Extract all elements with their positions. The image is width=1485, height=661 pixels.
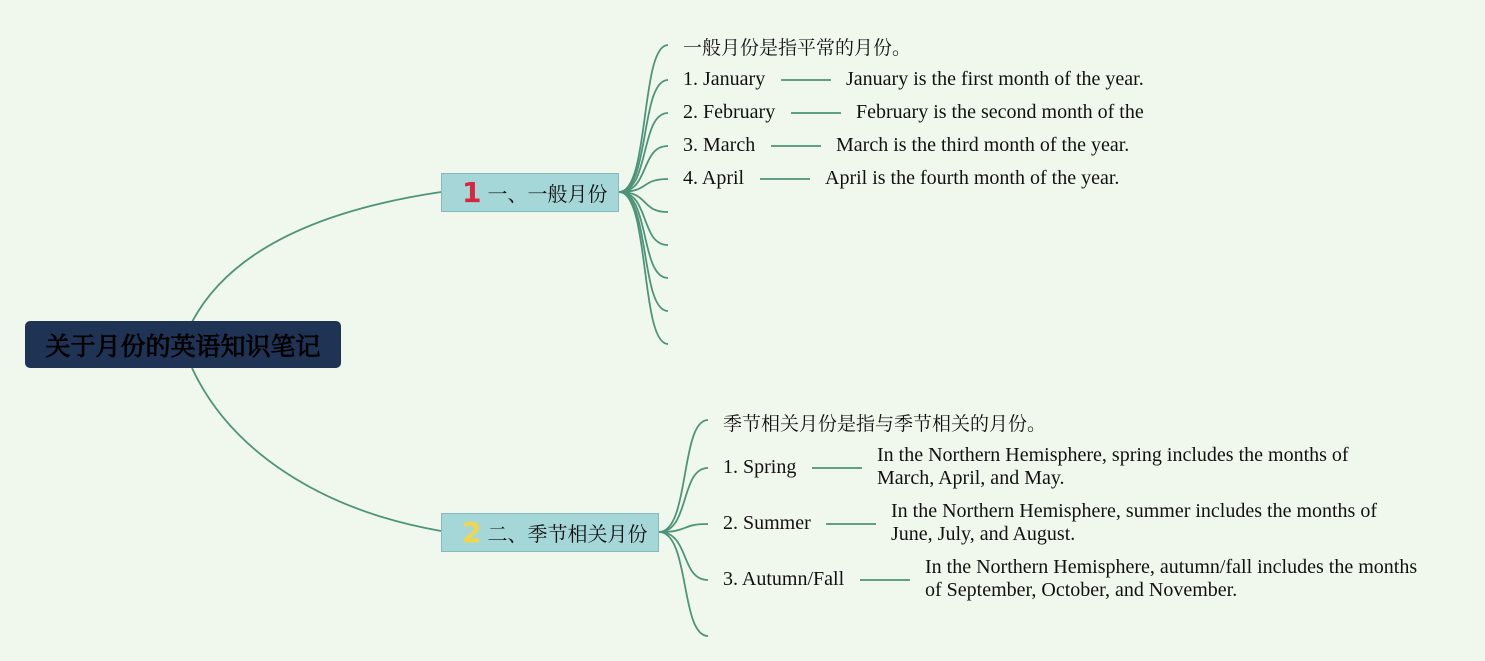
connector-root-branch1 bbox=[192, 192, 441, 322]
month-desc-february: February is the second month of the bbox=[856, 101, 1144, 123]
branch-label: 一、一般月份 bbox=[487, 182, 608, 206]
month-desc-january: January is the first month of the year. bbox=[846, 68, 1144, 90]
connector-b2-intro bbox=[659, 420, 708, 532]
season-desc-autumn: In the Northern Hemisphere, autumn/fall includes the months of September, October, and November. bbox=[925, 556, 1418, 601]
branch-label: 二、季节相关月份 bbox=[487, 522, 648, 546]
month-term-march: 3. March bbox=[683, 134, 756, 156]
connector-b1-item3 bbox=[619, 146, 668, 192]
season-term-summer: 2. Summer bbox=[723, 512, 811, 534]
month-desc-march: March is the third month of the year. bbox=[836, 134, 1130, 156]
season-term-autumn: 3. Autumn/Fall bbox=[723, 568, 845, 590]
root-topic[interactable] bbox=[25, 321, 341, 368]
connector-b2-empty1 bbox=[659, 532, 708, 636]
season-term-spring: 1. Spring bbox=[723, 456, 797, 478]
connector-b1-empty4 bbox=[619, 192, 668, 311]
connector-b2-item3 bbox=[659, 532, 708, 580]
general-months-intro: 一般月份是指平常的月份。 bbox=[683, 37, 912, 59]
month-term-april: 4. April bbox=[683, 167, 745, 189]
season-desc-summer: In the Northern Hemisphere, summer includes the months of June, July, and August. bbox=[891, 500, 1377, 545]
connector-b1-item1 bbox=[619, 80, 668, 192]
month-term-february: 2. February bbox=[683, 101, 776, 123]
root-title: 关于月份的英语知识笔记 bbox=[45, 331, 321, 361]
month-term-january: 1. January bbox=[683, 68, 766, 90]
seasonal-months-intro: 季节相关月份是指与季节相关的月份。 bbox=[723, 413, 1047, 435]
branch-number-badge: 2 bbox=[462, 515, 482, 549]
month-desc-april: April is the fourth month of the year. bbox=[825, 167, 1120, 189]
branch-seasonal-months[interactable] bbox=[441, 513, 659, 552]
branch-general-months[interactable] bbox=[441, 173, 619, 212]
connector-root-branch2 bbox=[192, 368, 441, 531]
season-desc-spring: In the Northern Hemisphere, spring includes the months of March, April, and May. bbox=[877, 444, 1349, 489]
branch-number-badge: 1 bbox=[462, 175, 482, 209]
